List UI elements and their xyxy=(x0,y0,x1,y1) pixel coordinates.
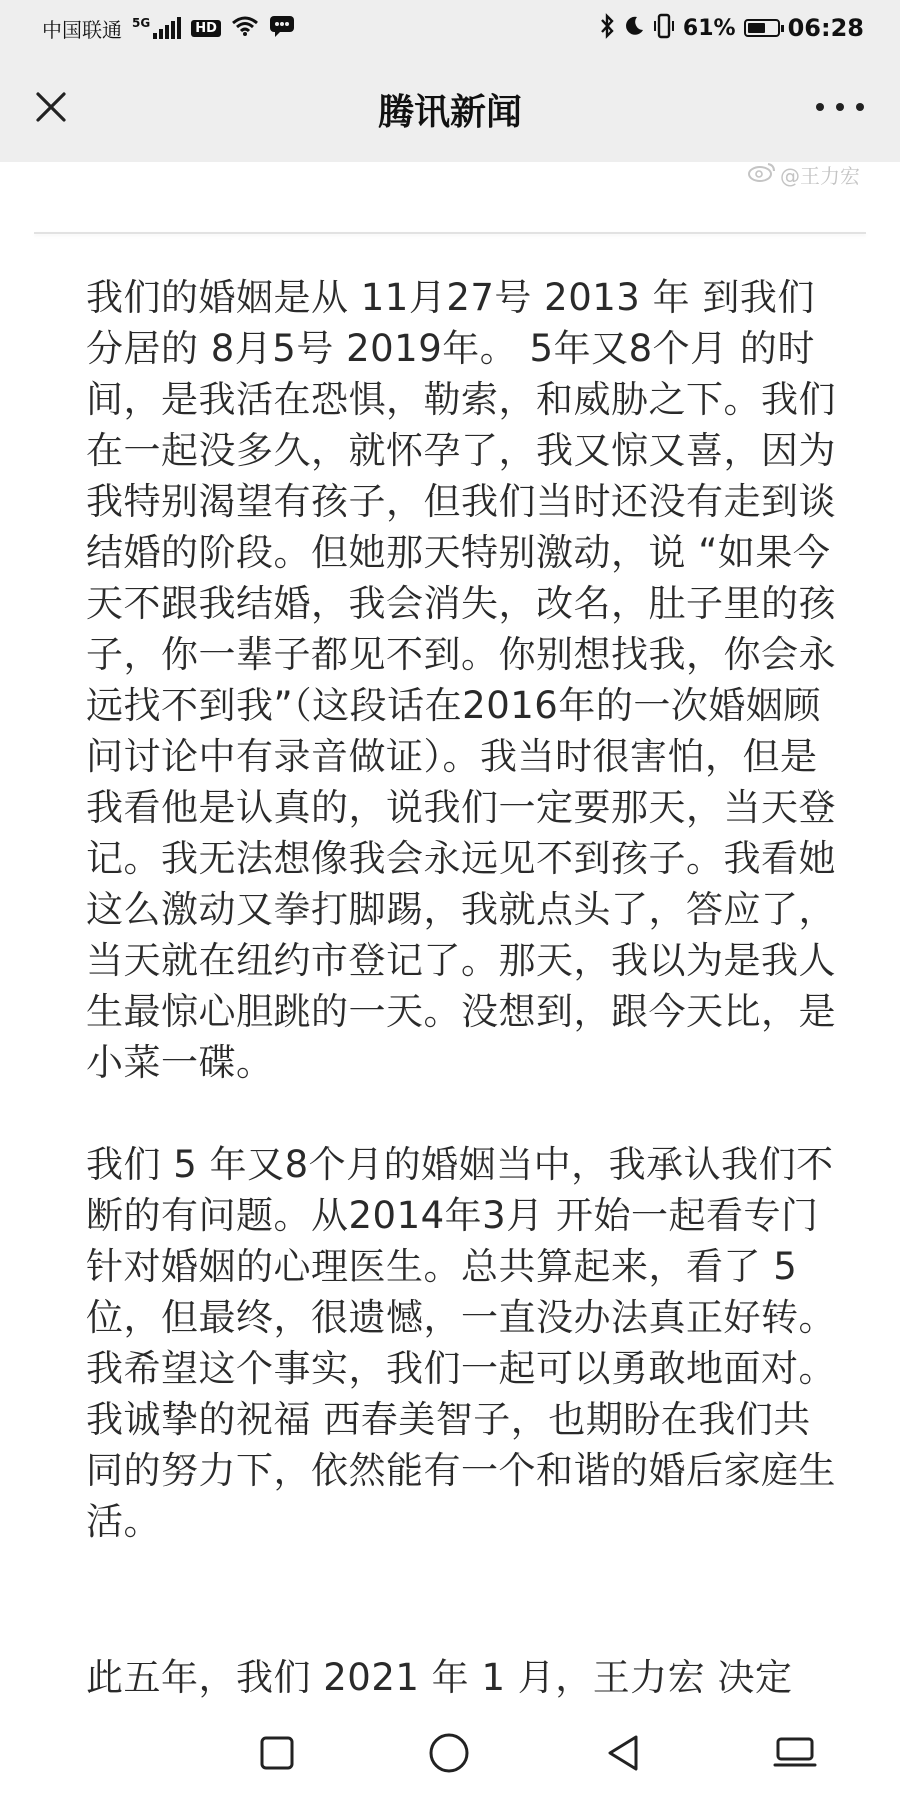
watermark-text: @王力宏 xyxy=(780,164,860,188)
close-icon[interactable] xyxy=(28,84,74,130)
signal-icon xyxy=(132,17,181,39)
title-bar xyxy=(0,56,900,162)
weibo-icon xyxy=(748,162,776,187)
message-icon xyxy=(269,14,295,43)
system-nav-bar xyxy=(0,1704,900,1800)
watermark xyxy=(748,160,860,189)
carrier-label: 中国联通 xyxy=(42,17,122,42)
article-body xyxy=(86,272,846,1547)
page-title: 腾讯新闻 xyxy=(377,91,522,133)
status-left xyxy=(42,14,599,43)
battery-percent: 61% xyxy=(682,15,736,41)
keyboard-icon[interactable] xyxy=(768,1726,822,1780)
status-bar xyxy=(0,0,900,56)
hd-icon: HD xyxy=(191,20,221,37)
vibrate-icon xyxy=(653,13,675,44)
moon-icon xyxy=(623,15,645,42)
recents-square-icon[interactable] xyxy=(250,1726,304,1780)
bluetooth-icon xyxy=(599,13,615,44)
battery-fill xyxy=(748,23,765,33)
status-right xyxy=(599,13,864,44)
battery-icon xyxy=(744,19,780,37)
more-icon[interactable] xyxy=(816,92,864,122)
article-cutoff-line xyxy=(86,1656,806,1702)
divider xyxy=(34,232,866,234)
article-paragraph: 我们的婚姻是从 11月27号 2013 年 到我们分居的 8月5号 2019年。 5年又8个月 的时间，是我活在恐惧，勒索，和威胁之下。我们在一起没多久，就怀孕了，我又惊又喜，因为我特别渴望有孩子，但我们当时还没有走到谈结婚的阶段。但她那天特别激动，说 “如果今天不跟我结婚，我会消失，改名，肚子里的孩子，你一辈子都见不到。你别想找我，你会永远找不到我”（这段话在2016年的一次婚姻顾问讨论中有录音做证）。我当时很害怕，但是我看他是认真的，说我们一定要那天，当天登记。我无法想像我会永远见不到孩子。我看她这么激动又拳打脚踢，我就点头了，答应了，当天就在纽约市登记了。那天，我以为是我人生最惊心胆跳的一天。没想到，跟今天比，是小菜一碟。 xyxy=(86,276,836,1084)
article-paragraph: 我们 5 年又8个月的婚姻当中，我承认我们不断的有问题。从2014年3月 开始一起看专门针对婚姻的心理医生。总共算起来，看了 5 位，但最终，很遗憾，一直没办法真正好转。我希望这个事实，我们一起可以勇敢地面对。我诚挚的祝福 西春美智子，也期盼在我们共同的努力下，依然能有一个和谐的婚后家庭生活。 xyxy=(86,1143,836,1543)
article-cutoff-text: 此五年，我们 2021 年 1 月，王力宏 决定 xyxy=(86,1656,793,1699)
back-triangle-icon[interactable] xyxy=(596,1726,650,1780)
wifi-icon xyxy=(231,15,259,42)
network-label: 5G xyxy=(132,16,151,30)
home-circle-icon[interactable] xyxy=(422,1726,476,1780)
status-time: 06:28 xyxy=(787,14,864,42)
